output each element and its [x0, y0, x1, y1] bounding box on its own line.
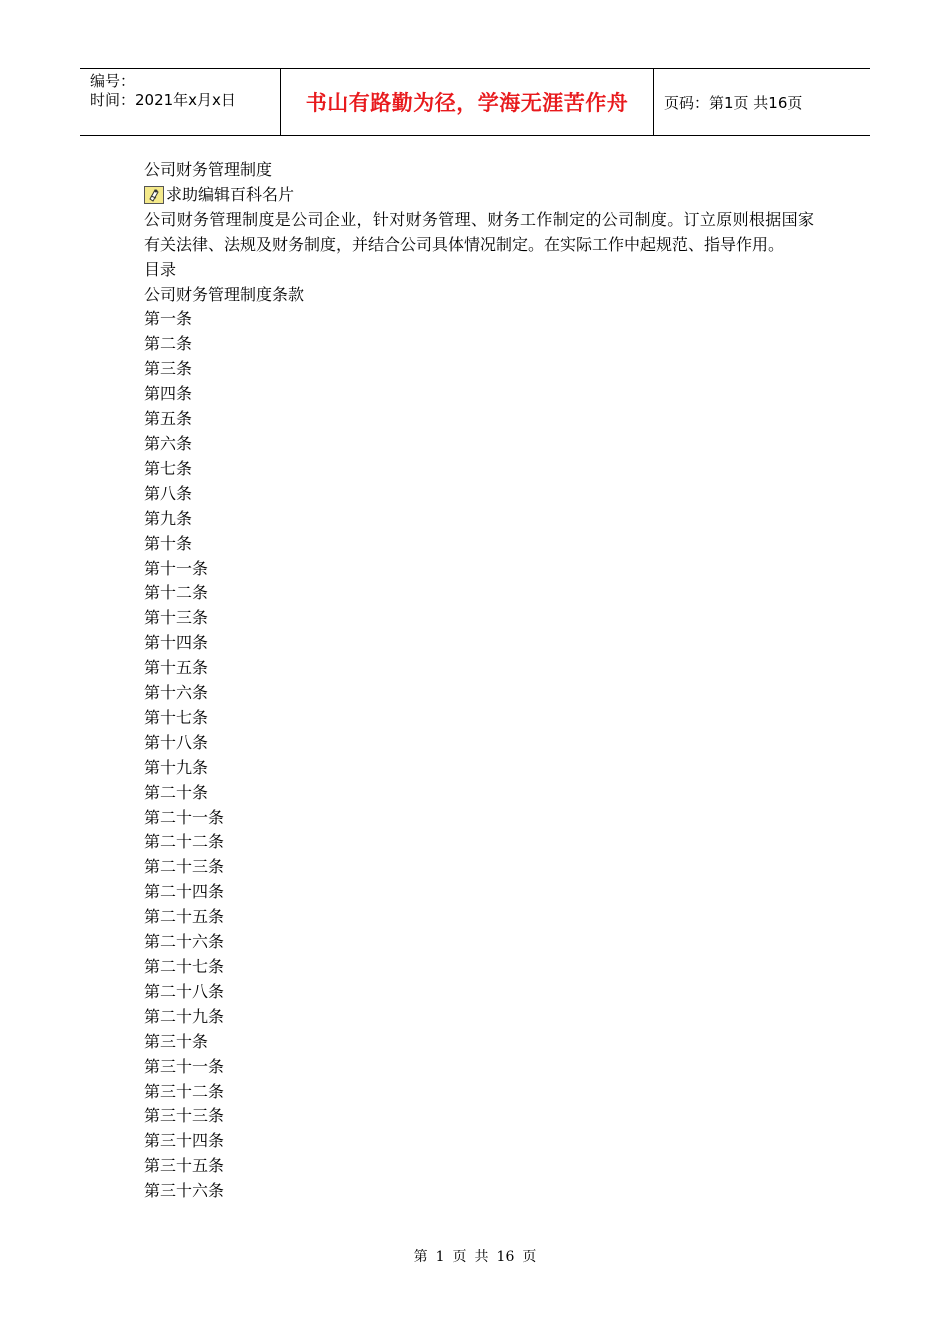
article-item: 第二十四条	[144, 882, 225, 902]
footer-prefix: 第	[413, 1249, 428, 1265]
article-item: 第二十三条	[144, 857, 225, 877]
time-label: 时间：2021年x月x日	[90, 91, 236, 109]
image-caption: 求助编辑百科名片	[166, 184, 295, 204]
article-item: 第三十五条	[144, 1156, 225, 1176]
article-item: 第三十三条	[144, 1106, 225, 1126]
article-item: 第二十一条	[144, 807, 225, 827]
article-item: 第三十一条	[144, 1056, 225, 1076]
footer-total-pages: 16	[496, 1249, 515, 1265]
article-item: 第十八条	[144, 732, 209, 752]
footer-suffix: 页	[522, 1249, 537, 1265]
article-item: 第四条	[144, 384, 193, 404]
article-item: 第十四条	[144, 633, 209, 653]
header-middle-cell	[281, 69, 654, 135]
article-item: 第二十六条	[144, 932, 225, 952]
picture-icon	[144, 186, 164, 204]
article-item: 第三十条	[144, 1031, 209, 1051]
article-item: 第七条	[144, 458, 193, 478]
article-item: 第十九条	[144, 757, 209, 777]
doc-title: 公司财务管理制度	[144, 160, 273, 179]
article-item: 第九条	[144, 508, 193, 528]
footer-total-word: 共	[474, 1249, 489, 1265]
article-item: 第二十九条	[144, 1006, 225, 1026]
article-item: 第三十四条	[144, 1131, 225, 1151]
article-item: 第三十二条	[144, 1081, 225, 1101]
article-item: 第二十八条	[144, 981, 225, 1001]
article-item: 第二条	[144, 334, 193, 354]
image-caption-line	[144, 183, 814, 208]
article-item: 第五条	[144, 409, 193, 429]
article-item: 第十五条	[144, 658, 209, 678]
page-header	[80, 68, 870, 136]
article-item: 第三十六条	[144, 1181, 225, 1201]
article-item: 第十七条	[144, 707, 209, 727]
header-left-cell	[80, 69, 281, 135]
article-item: 第二十七条	[144, 957, 225, 976]
toc-label: 目录	[144, 259, 177, 279]
document-body	[144, 158, 814, 1204]
section-title: 公司财务管理制度条款	[144, 284, 305, 304]
article-list	[144, 307, 814, 1204]
article-item: 第一条	[144, 309, 193, 329]
article-item: 第十一条	[144, 558, 209, 578]
article-item: 第十六条	[144, 683, 209, 703]
page-footer	[0, 1246, 950, 1266]
article-item: 第十三条	[144, 608, 209, 628]
footer-page-word: 页	[452, 1249, 467, 1265]
article-item: 第二十五条	[144, 907, 225, 927]
number-label: 编号：	[90, 72, 136, 90]
header-right-cell	[654, 69, 870, 135]
article-item: 第八条	[144, 483, 193, 503]
page-info: 页码：第1页 共16页	[664, 93, 803, 112]
article-item: 第十二条	[144, 583, 209, 603]
article-item: 第十条	[144, 533, 193, 553]
intro-paragraph: 公司财务管理制度是公司企业，针对财务管理、财务工作制定的公司制度。订立原则根据国家有关法律、法规及财务制度，并结合公司具体情况制定。在实际工作中起规范、指导作用。	[144, 209, 814, 254]
article-item: 第三条	[144, 359, 193, 379]
slogan: 书山有路勤为径，学海无涯苦作舟	[305, 91, 629, 115]
article-item: 第二十条	[144, 782, 209, 802]
article-item: 第六条	[144, 433, 193, 453]
footer-current-page: 1	[435, 1249, 445, 1265]
article-item: 第二十二条	[144, 832, 225, 852]
